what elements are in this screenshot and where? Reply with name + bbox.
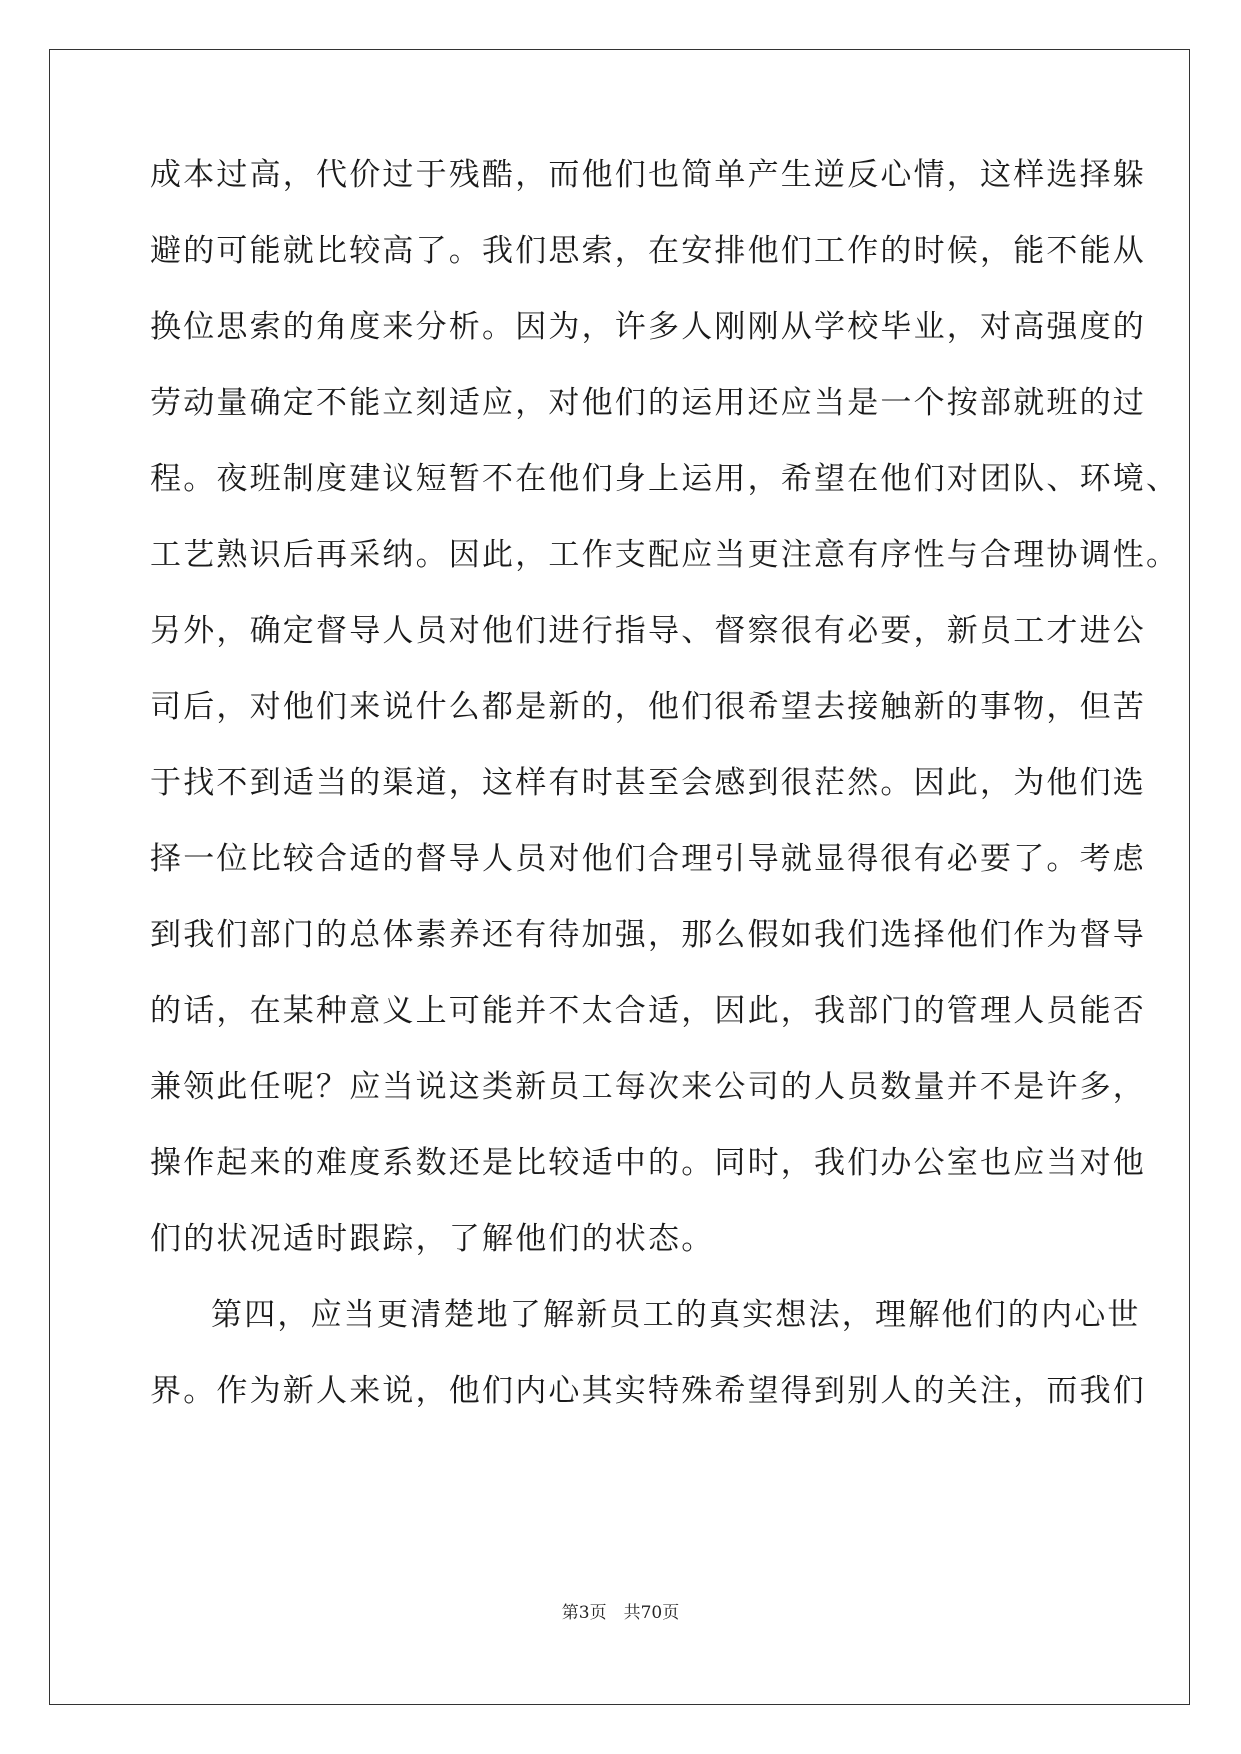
text-line: 成本过高，代价过于残酷，而他们也简单产生逆反心情，这样选择躲 — [150, 157, 1146, 193]
text-line: 另外，确定督导人员对他们进行指导、督察很有必要，新员工才进公 — [150, 613, 1146, 649]
text-line: 们的状况适时跟踪，了解他们的状态。 — [150, 1221, 715, 1257]
text-line: 界。作为新人来说，他们内心其实特殊希望得到别人的关注，而我们 — [150, 1373, 1146, 1409]
page-number-footer: 第3页 共70页 — [561, 1603, 680, 1623]
text-line: 避的可能就比较高了。我们思索，在安排他们工作的时候，能不能从 — [150, 233, 1146, 269]
text-line: 到我们部门的总体素养还有待加强，那么假如我们选择他们作为督导 — [150, 917, 1146, 953]
text-line: 的话，在某种意义上可能并不太合适，因此，我部门的管理人员能否 — [150, 993, 1146, 1029]
text-line: 劳动量确定不能立刻适应，对他们的运用还应当是一个按部就班的过 — [150, 385, 1146, 421]
text-line: 司后，对他们来说什么都是新的，他们很希望去接触新的事物，但苦 — [150, 689, 1146, 725]
text-line: 兼领此任呢？应当说这类新员工每次来公司的人员数量并不是许多， — [150, 1069, 1146, 1105]
text-line: 于找不到适当的渠道，这样有时甚至会感到很茫然。因此，为他们选 — [150, 765, 1146, 801]
text-line: 工艺熟识后再采纳。因此，工作支配应当更注意有序性与合理协调性。 — [150, 537, 1180, 573]
text-line: 操作起来的难度系数还是比较适中的。同时，我们办公室也应当对他 — [150, 1145, 1146, 1181]
paragraph-start-line: 第四，应当更清楚地了解新员工的真实想法，理解他们的内心世 — [211, 1297, 1141, 1333]
text-line: 择一位比较合适的督导人员对他们合理引导就显得很有必要了。考虑 — [150, 841, 1146, 877]
text-line: 程。夜班制度建议短暂不在他们身上运用，希望在他们对团队、环境、 — [150, 461, 1180, 497]
text-line: 换位思索的角度来分析。因为，许多人刚刚从学校毕业，对高强度的 — [150, 309, 1146, 345]
